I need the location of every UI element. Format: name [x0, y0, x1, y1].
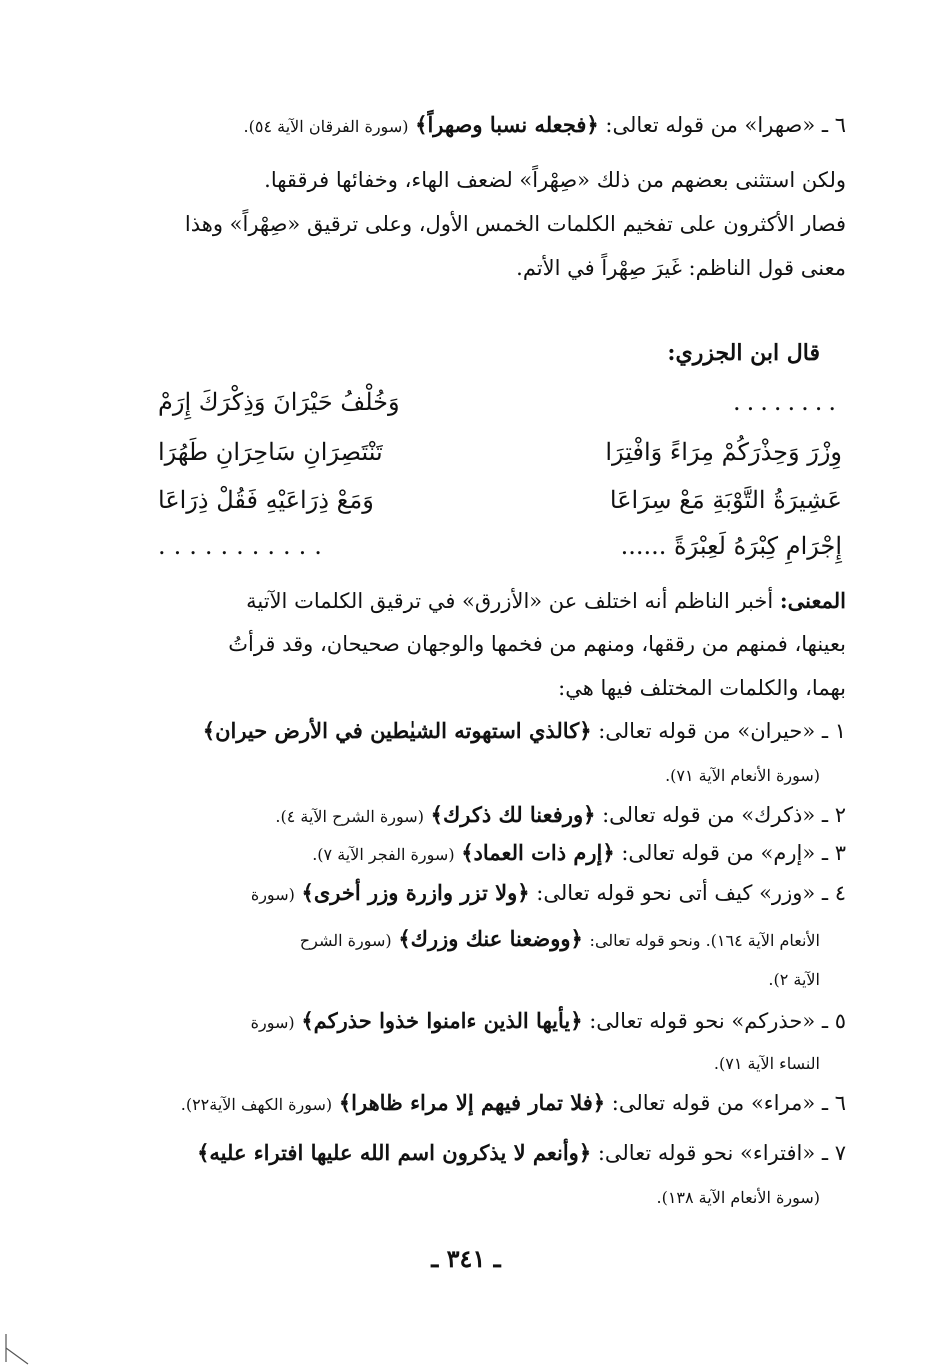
surah-reference: (سورة الكهف الآية٢٢). [180, 1095, 333, 1114]
quran-quote: ﴿ورفعنا لك ذكرك﴾ [430, 802, 596, 827]
quran-quote: ﴿فجعله نسبا وصهراً﴾ [415, 112, 599, 137]
item-4-reference: الآية ٢). [768, 970, 820, 989]
quran-quote: ﴿وأنعم لا يذكرون اسم الله عليها افتراء عليه﴾ [197, 1140, 592, 1165]
meaning-line-2: بعينها، فمنهم من رققها، ومنهم من فخمها والوجهان صحيحان، وقد قرأتُ [228, 632, 846, 656]
item-word: «ذكرك» من قوله تعالى: [602, 803, 816, 827]
surah-reference: (سورة الشرح الآية ٤). [275, 807, 424, 826]
verse-4-right: إِجْرَامِ كِبْرَهُ لَعِبْرَةً ...... [620, 532, 842, 560]
item-number: ٧ ـ [821, 1141, 846, 1165]
verse-2-right: وِزْرَ وَحِذْرَكُمْ مِرَاءً وَافْتِرَا [605, 438, 842, 466]
surah-reference: (سورة [250, 885, 295, 904]
item-word: «افتراء» نحو قوله تعالى: [597, 1141, 816, 1165]
surah-reference: (سورة الشرح [299, 931, 392, 950]
quran-quote: ﴿إرم ذات العماد﴾ [461, 840, 615, 865]
scan-corner-mark [0, 1332, 50, 1366]
quran-quote: ﴿ولا تزر وازرة وزر أخرى﴾ [301, 880, 530, 905]
list-item-5 [251, 1008, 846, 1034]
intro-line-2: فصار الأكثرون على تفخيم الكلمات الخمس الأول، وعلى ترقيق «صِهْراً» وهذا [184, 212, 846, 236]
verse-3-right: عَشِيرَةُ التَّوْبَةِ مَعْ سِرَاعَا [609, 486, 842, 514]
meaning-line-3: بهما، والكلمات المختلف فيها هي: [558, 676, 846, 700]
list-item-1 [203, 718, 846, 744]
item-number: ٦ ـ [821, 113, 846, 137]
quran-quote: ﴿فلا تمار فيهم إلا مراء ظاهرا﴾ [338, 1090, 606, 1115]
item-word: «حيران» من قوله تعالى: [598, 719, 816, 743]
item-4-continuation [300, 926, 820, 952]
item-1-reference: (سورة الأنعام الآية ٧١). [665, 766, 820, 785]
meaning-line-1 [246, 588, 846, 614]
quran-quote: ﴿يأيها الذين ءامنوا خذوا حذركم﴾ [301, 1008, 583, 1033]
item-number: ٢ ـ [821, 803, 846, 827]
list-item-7 [197, 1140, 846, 1166]
intro-line-3: معنى قول الناظم: غَيرَ صِهْراً في الأتم. [516, 256, 846, 280]
verse-4-left: ........... [158, 532, 330, 560]
item-word: «وزر» كيف أتى نحو قوله تعالى: [536, 881, 816, 905]
surah-reference: الأنعام الآية ١٦٤). ونحو قوله تعالى: [589, 931, 820, 950]
verse-1-right: ........ [732, 388, 842, 416]
section-heading: قال ابن الجزري: [667, 340, 820, 366]
quran-quote: ﴿ووضعنا عنك وزرك﴾ [398, 926, 583, 951]
item-number: ١ ـ [821, 719, 846, 743]
item-number: ٦ ـ [821, 1091, 846, 1115]
item-number: ٥ ـ [821, 1009, 846, 1033]
verse-2-left: تَنْتَصِرَانِ سَاحِرَانِ طَهُرَا [158, 438, 383, 466]
item-word: «حذركم» نحو قوله تعالى: [589, 1009, 816, 1033]
intro-line-1: ولكن استثنى بعضهم من ذلك «صِهْراً» لضعف الهاء، وخفائها فرققها. [264, 168, 846, 192]
verse-3-left: وَمَعْ ذِرَاعَيْهِ فَقُلْ ذِرَاعَا [158, 486, 374, 514]
page-number: ـ ٣٤١ ـ [431, 1244, 501, 1273]
item-7-reference: (سورة الأنعام الآية ١٣٨). [656, 1188, 820, 1207]
item-word: «إرم» من قوله تعالى: [621, 841, 816, 865]
quran-quote: ﴿كالذي استهوته الشيٰطين في الأرض حيران﴾ [202, 718, 592, 743]
list-item-6 [181, 1090, 846, 1116]
surah-reference: (سورة [250, 1013, 295, 1032]
list-item-4 [251, 880, 846, 906]
item-6-top [244, 112, 846, 138]
surah-reference: (سورة الفرقان الآية ٥٤). [243, 117, 409, 136]
item-number: ٤ ـ [821, 881, 846, 905]
item-5-reference: النساء الآية ٧١). [713, 1054, 820, 1073]
meaning-label: المعنى: [779, 588, 846, 613]
list-item-3 [312, 840, 846, 866]
verse-1-left: وَخُلْفُ حَيْرَانَ وَذِكْرَكَ إِرَمْ [158, 388, 400, 416]
item-number: ٣ ـ [821, 841, 846, 865]
surah-reference: (سورة الفجر الآية ٧). [312, 845, 455, 864]
list-item-2 [275, 802, 846, 828]
meaning-text: أخبر الناظم أنه اختلف عن «الأزرق» في ترقيق الكلمات الآتية [246, 589, 774, 613]
item-word: «مراء» من قوله تعالى: [611, 1091, 816, 1115]
item-word: «صهرا» من قوله تعالى: [605, 113, 816, 137]
